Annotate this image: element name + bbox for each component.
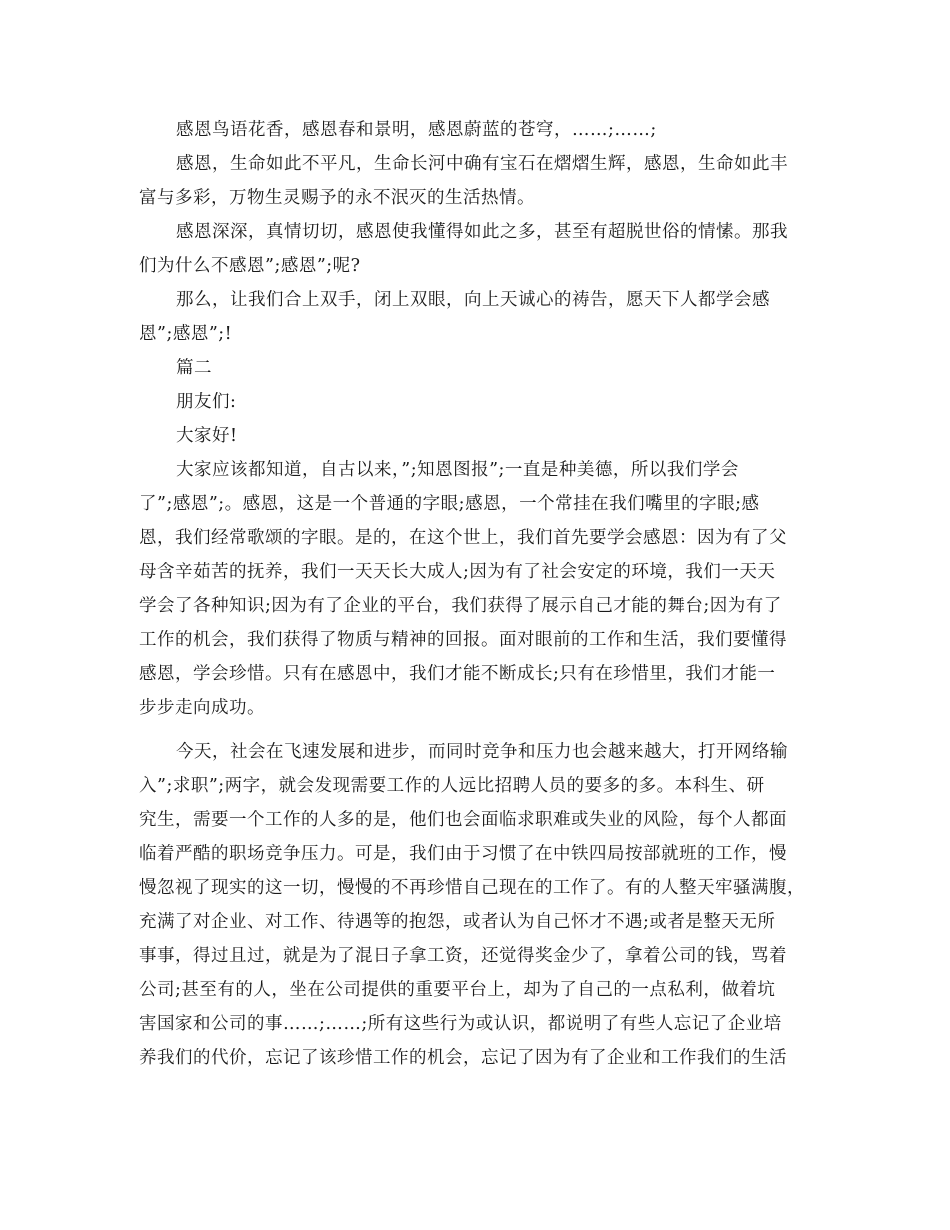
text-line: 步步走向成功。 — [139, 698, 265, 718]
text-line: 母含辛茹苦的抚养，我们一天天长大成人;因为有了社会安定的环境，我们一天天 — [139, 562, 776, 582]
text-line: 入”;求职”;两字，就会发现需要工作的人远比招聘人员的要多的多。本科生、研 — [139, 776, 765, 796]
text-line: 们为什么不感恩”;感恩”;呢? — [139, 256, 361, 276]
text-line: 工作的机会，我们获得了物质与精神的回报。面对眼前的工作和生活，我们要懂得 — [139, 630, 787, 650]
text-line: 事事，得过且过，就是为了混日子拿工资，还觉得奖金少了，拿着公司的钱，骂着 — [139, 946, 787, 966]
text-line: 富与多彩，万物生灵赐予的永不泯灭的生活热情。 — [139, 188, 535, 208]
text-line: 害国家和公司的事……;……;所有这些行为或认识，都说明了有些人忘记了企业培 — [139, 1014, 782, 1034]
text-line: 那么，让我们合上双手，闭上双眼，向上天诚心的祷告，愿天下人都学会感 — [176, 290, 770, 310]
text-line: 感恩深深，真情切切，感恩使我懂得如此之多，甚至有超脱世俗的情愫。那我 — [176, 222, 788, 242]
text-line: 恩，我们经常歌颂的字眼。是的，在这个世上，我们首先要学会感恩：因为有了父 — [139, 528, 787, 548]
text-line: 今天，社会在飞速发展和进步，而同时竞争和压力也会越来越大，打开网络输 — [176, 742, 788, 762]
text-line: 恩”;感恩”;! — [139, 324, 233, 344]
text-line: 养我们的代价，忘记了该珍惜工作的机会，忘记了因为有了企业和工作我们的生活 — [139, 1048, 787, 1068]
text-line: 慢忽视了现实的这一切，慢慢的不再珍惜自己现在的工作了。有的人整天牢骚满腹， — [139, 878, 805, 898]
text-line: 公司;甚至有的人，坐在公司提供的重要平台上，却为了自己的一点私利，做着坑 — [139, 980, 776, 1000]
text-line: 了”;感恩”;。感恩，这是一个普通的字眼;感恩，一个常挂在我们嘴里的字眼;感 — [139, 494, 760, 514]
text-line: 大家应该都知道，自古以来，”;知恩图报”;一直是种美德，所以我们学会 — [176, 460, 739, 480]
section-heading: 篇二 — [176, 358, 212, 378]
text-line: 临着严酷的职场竞争压力。可是，我们由于习惯了在中铁四局按部就班的工作，慢 — [139, 844, 787, 864]
salutation: 朋友们: — [176, 392, 237, 412]
text-line: 学会了各种知识;因为有了企业的平台，我们获得了展示自己才能的舞台;因为有了 — [139, 596, 782, 616]
text-line: 究生，需要一个工作的人多的是，他们也会面临求职难或失业的风险，每个人都面 — [139, 810, 787, 830]
text-line: 感恩，学会珍惜。只有在感恩中，我们才能不断成长;只有在珍惜里，我们才能一 — [139, 664, 776, 684]
text-line: 感恩，生命如此不平凡，生命长河中确有宝石在熠熠生辉，感恩，生命如此丰 — [176, 154, 788, 174]
text-line: 感恩鸟语花香，感恩春和景明，感恩蔚蓝的苍穹，……;……; — [176, 120, 657, 140]
text-line: 充满了对企业、对工作、待遇等的抱怨，或者认为自己怀才不遇;或者是整天无所 — [139, 912, 776, 932]
greeting: 大家好! — [176, 426, 238, 446]
